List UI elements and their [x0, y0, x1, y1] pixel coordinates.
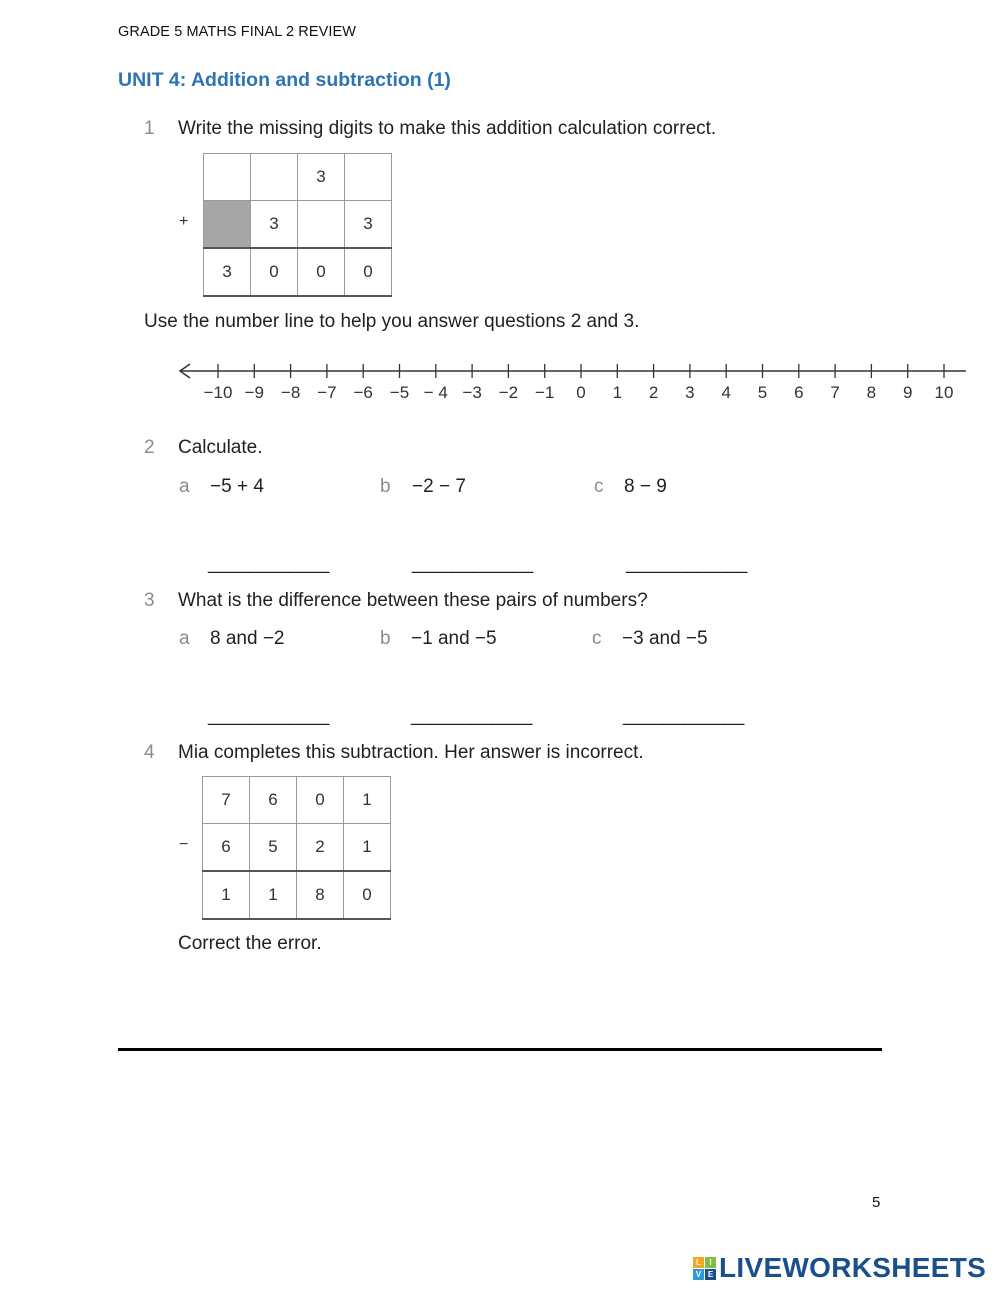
number-line-label: −2: [498, 383, 519, 402]
q2-part-a-label: a: [179, 476, 190, 497]
q4-instruction: Correct the error.: [178, 933, 322, 954]
q4-cell: 7: [203, 777, 250, 824]
number-line-label: −10: [203, 383, 233, 402]
q4-total-cell: 0: [344, 871, 391, 919]
number-line-label: 1: [612, 383, 623, 402]
logo-square: L: [693, 1257, 704, 1268]
q1-total-cell: 0: [298, 248, 345, 296]
q1-total-cell: 0: [251, 248, 298, 296]
question-2-number: 2: [144, 437, 155, 458]
number-line-label: −1: [535, 383, 555, 402]
document-header: GRADE 5 MATHS FINAL 2 REVIEW: [118, 24, 357, 40]
q3-part-b-expression: −1 and −5: [411, 628, 497, 649]
q3-part-c-label: c: [592, 628, 602, 649]
page-number: 5: [872, 1194, 881, 1211]
q4-minus-operator: −: [179, 836, 189, 853]
q1-cell[interactable]: [251, 154, 298, 201]
q4-cell: 6: [203, 824, 250, 872]
number-line-label: −5: [389, 383, 410, 402]
q2-part-b-expression: −2 − 7: [412, 476, 466, 497]
q4-cell: 1: [344, 824, 391, 872]
q1-cell[interactable]: [345, 154, 392, 201]
number-line-label: 8: [866, 383, 877, 402]
question-1-number: 1: [144, 118, 155, 139]
q3-part-a-expression: 8 and −2: [210, 628, 285, 649]
number-line-ticks: [218, 364, 944, 378]
logo-square: I: [705, 1257, 716, 1268]
q4-total-cell: 8: [297, 871, 344, 919]
logo-squares-icon: [693, 1257, 716, 1280]
logo-text: LIVEWORKSHEETS: [719, 1252, 987, 1283]
q2-part-a-expression: −5 + 4: [210, 476, 264, 497]
q3-part-a-label: a: [179, 628, 190, 649]
q1-cell: 3: [298, 154, 345, 201]
q2-part-b-label: b: [380, 476, 391, 497]
q1-cell[interactable]: [204, 154, 251, 201]
logo-square: E: [705, 1269, 716, 1280]
q3-part-b-answer[interactable]: ____________: [411, 705, 532, 726]
number-line-label: −6: [353, 383, 373, 402]
answer-line[interactable]: [118, 1048, 882, 1051]
q1-cell: 3: [251, 201, 298, 249]
number-line-label: 9: [902, 383, 913, 402]
q4-subtraction-grid: [202, 776, 391, 920]
q4-cell: 6: [250, 777, 297, 824]
question-4-number: 4: [144, 742, 155, 763]
number-line-labels: [204, 383, 954, 402]
number-line-label: −7: [317, 383, 337, 402]
number-line-label: 2: [648, 383, 659, 402]
number-line: [176, 355, 966, 415]
q1-cell[interactable]: [298, 201, 345, 249]
number-line-label: 3: [685, 383, 695, 402]
question-1-text: Write the missing digits to make this addition calculation correct.: [178, 118, 717, 139]
number-line-label: 5: [757, 383, 768, 402]
q4-cell: 0: [297, 777, 344, 824]
number-line-label: − 4: [423, 383, 448, 402]
number-line-label: −3: [462, 383, 482, 402]
q4-total-cell: 1: [250, 871, 297, 919]
question-4-text: Mia completes this subtraction. Her answer is incorrect.: [178, 742, 644, 763]
number-line-label: 0: [576, 383, 586, 402]
q2-part-c-answer[interactable]: ____________: [626, 553, 747, 574]
number-line-label: −8: [280, 383, 301, 402]
q1-addition-grid: [203, 153, 392, 297]
q1-cell: 3: [345, 201, 392, 249]
number-line-label: 6: [794, 383, 804, 402]
q2-part-c-expression: 8 − 9: [624, 476, 667, 497]
liveworksheets-logo[interactable]: [693, 1252, 986, 1284]
q1-plus-operator: +: [179, 213, 189, 230]
q2-part-c-label: c: [594, 476, 604, 497]
q4-cell: 2: [297, 824, 344, 872]
q1-total-cell: 0: [345, 248, 392, 296]
q3-part-b-label: b: [380, 628, 391, 649]
q2-part-b-answer[interactable]: ____________: [412, 553, 533, 574]
q1-total-cell: 3: [204, 248, 251, 296]
logo-square: V: [693, 1269, 704, 1280]
q4-cell: 5: [250, 824, 297, 872]
question-2-text: Calculate.: [178, 437, 263, 458]
q4-total-cell: 1: [203, 871, 250, 919]
number-line-intro: Use the number line to help you answer questions 2 and 3.: [144, 311, 640, 332]
q3-part-a-answer[interactable]: ____________: [208, 705, 329, 726]
q3-part-c-answer[interactable]: ____________: [623, 705, 744, 726]
question-3-number: 3: [144, 590, 155, 611]
q3-part-c-expression: −3 and −5: [622, 628, 708, 649]
number-line-label: 10: [934, 383, 954, 402]
number-line-label: −9: [244, 383, 264, 402]
unit-title: UNIT 4: Addition and subtraction (1): [118, 69, 451, 91]
q2-part-a-answer[interactable]: ____________: [208, 553, 329, 574]
number-line-label: 4: [721, 383, 731, 402]
question-3-text: What is the difference between these pairs of numbers?: [178, 590, 648, 611]
q1-shaded-cell: [204, 201, 251, 249]
number-line-label: 7: [830, 383, 840, 402]
q4-cell: 1: [344, 777, 391, 824]
